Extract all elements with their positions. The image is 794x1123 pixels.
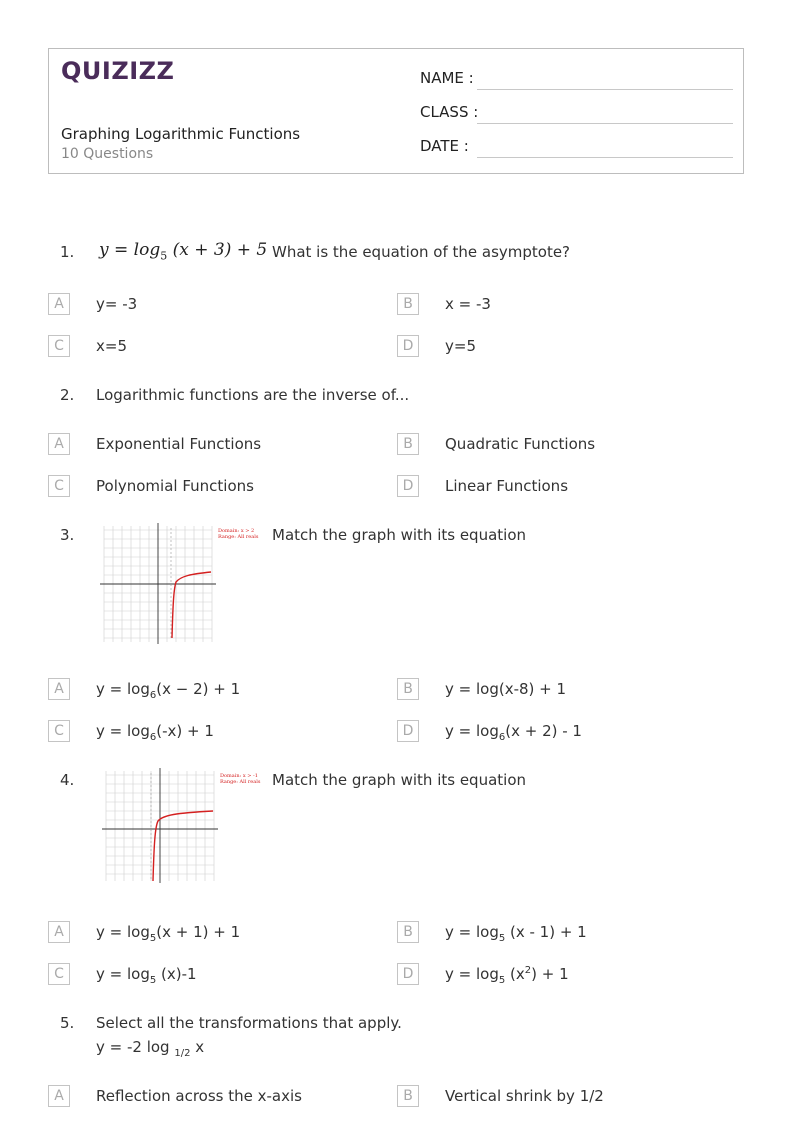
option-text: $y = \log_6(x - 2) + 1$ xyxy=(96,680,241,701)
option-text: Quadratic Functions xyxy=(445,435,596,453)
option-text: x = -3 xyxy=(445,295,491,313)
class-line[interactable] xyxy=(477,123,733,124)
option-text: $y = \log_5 (x^2) + 1$ xyxy=(445,965,569,986)
option-text: x=5 xyxy=(96,337,127,355)
option-box[interactable]: A xyxy=(48,678,70,700)
name-label: NAME : xyxy=(420,69,474,87)
option-text: $y = \log_6(x + 2) - 1$ xyxy=(445,722,582,743)
equation-base: 5 xyxy=(160,249,168,263)
option-box[interactable]: B xyxy=(397,433,419,455)
graph-domain-label: Domain: x > -1 xyxy=(220,773,258,779)
equation-arg: (x + 3) + 5 xyxy=(172,240,268,260)
date-label: DATE : xyxy=(420,137,469,155)
option-text: Linear Functions xyxy=(445,477,569,495)
log-graph-1 xyxy=(96,520,259,650)
option-box[interactable]: D xyxy=(397,963,419,985)
question-count: 10 Questions xyxy=(61,146,154,162)
option-box[interactable]: B xyxy=(397,921,419,943)
quizizz-logo: QUIZIZZ xyxy=(61,57,175,85)
equation-lhs: y = log xyxy=(99,240,161,260)
option-box[interactable]: B xyxy=(397,1085,419,1107)
option-box[interactable]: C xyxy=(48,335,70,357)
question-text: Logarithmic functions are the inverse of... xyxy=(96,386,410,404)
option-box[interactable]: D xyxy=(397,720,419,742)
option-box[interactable]: B xyxy=(397,678,419,700)
option-text: $y = \log_6(-x) + 1$ xyxy=(96,722,214,743)
question-text: Match the graph with its equation xyxy=(272,771,527,789)
log-graph-2 xyxy=(96,765,261,885)
option-text: Reflection across the x-axis xyxy=(96,1087,302,1105)
option-text: y=5 xyxy=(445,337,476,355)
option-box[interactable]: C xyxy=(48,720,70,742)
option-text: Vertical shrink by 1/2 xyxy=(445,1087,604,1105)
question-number: 2. xyxy=(60,386,75,404)
option-box[interactable]: A xyxy=(48,433,70,455)
option-text: y= -3 xyxy=(96,295,138,313)
option-box[interactable]: D xyxy=(397,475,419,497)
question-number: 5. xyxy=(60,1014,75,1032)
date-line[interactable] xyxy=(477,157,733,158)
worksheet-title: Graphing Logarithmic Functions xyxy=(61,125,301,143)
option-text: Exponential Functions xyxy=(96,435,262,453)
class-label: CLASS : xyxy=(420,103,479,121)
option-box[interactable]: A xyxy=(48,293,70,315)
option-text: $y = \log_5 (x - 1) + 1$ xyxy=(445,923,587,944)
question-number: 3. xyxy=(60,526,75,544)
question-text: What is the equation of the asymptote? xyxy=(272,243,571,261)
worksheet-header xyxy=(48,48,744,174)
option-text: y = log(x-8) + 1 xyxy=(445,680,567,698)
option-box[interactable]: B xyxy=(397,293,419,315)
option-text: $y = \log_5(x + 1) + 1$ xyxy=(96,923,241,944)
question-number: 1. xyxy=(60,243,75,261)
question-number: 4. xyxy=(60,771,75,789)
name-line[interactable] xyxy=(477,89,733,90)
graph-range-label: Range: All reals xyxy=(218,534,259,540)
question-equation: y = -2 log $_{1/2}$ x xyxy=(96,1038,205,1059)
option-box[interactable]: C xyxy=(48,475,70,497)
graph-domain-label: Domain: x > 2 xyxy=(218,528,255,534)
question-text: Select all the transformations that apply. xyxy=(96,1014,402,1032)
equation-image xyxy=(99,240,267,262)
option-box[interactable]: A xyxy=(48,1085,70,1107)
question-text: Match the graph with its equation xyxy=(272,526,527,544)
option-box[interactable]: D xyxy=(397,335,419,357)
option-text: $y = \log_5 (x)-1$ xyxy=(96,965,197,986)
option-text: Polynomial Functions xyxy=(96,477,254,495)
option-box[interactable]: C xyxy=(48,963,70,985)
option-box[interactable]: A xyxy=(48,921,70,943)
graph-range-label: Range: All reals xyxy=(220,779,261,785)
